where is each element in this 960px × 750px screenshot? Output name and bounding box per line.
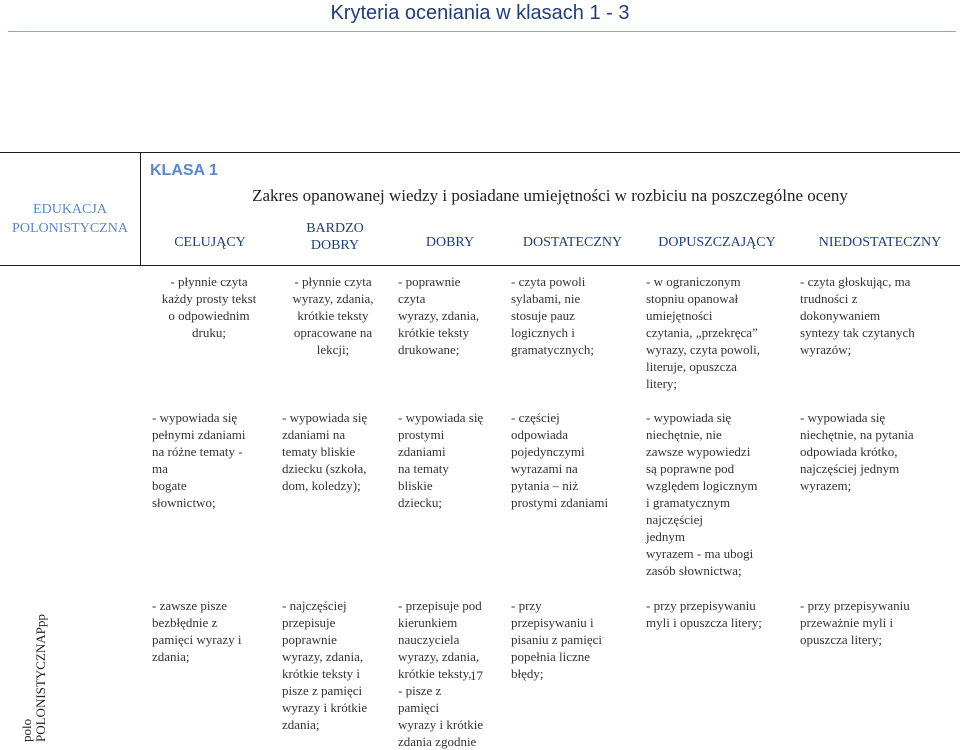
cell-r2-bardzo-dobry: - wypowiada się zdaniami na tematy bliskie dziecku (szkoła, dom, koledzy); [282, 410, 368, 493]
scope-heading: Zakres opanowanej wiedzy i posiadane umiejętności w rozbiciu na poszczególne oceny [252, 186, 848, 205]
cell-r1-dostateczny: - czyta powoli sylabami, nie stosuje pauz logicznych i gramatycznych; [511, 274, 595, 357]
cell-r2-dostateczny: - częściej odpowiada pojedynczymi wyrazami na pytania – niż prostymi zdaniami [511, 410, 609, 510]
cell-r2-niedostateczny: - wypowiada się niechętnie, na pytania odpowiada krótko, najczęściej jednym wyrazem; [800, 410, 914, 493]
cell-r1-bardzo-dobry: - płynnie czyta wyrazy, zdania, krótkie teksty opracowane na lekcji; [292, 274, 374, 357]
cell-r3-bardzo-dobry: - najczęściej przepisuje poprawnie wyrazy, zdania, krótkie teksty i pisze z pamięci wyrazy i krótkie zdania; [282, 598, 368, 732]
page-number: 17 [470, 668, 483, 683]
table-top-border [0, 152, 960, 153]
side-label: polo POLONISTYCZNAPpp [19, 614, 48, 742]
cell-r2-dobry: - wypowiada się prostymi zdaniami na tematy bliskie dziecku; [398, 410, 484, 510]
cell-r3-dopuszczajacy: - przy przepisywaniu myli i opuszcza litery; [646, 598, 762, 630]
cell-r1-dobry: - poprawnie czyta wyrazy, zdania, krótkie teksty drukowane; [398, 274, 480, 357]
class-label: KLASA 1 [150, 162, 218, 179]
grade-header-celujacy: CELUJĄCY [174, 235, 246, 250]
table-header-bottom-border [0, 265, 960, 266]
cell-r1-celujacy: - płynnie czyta każdy prosty tekst o odpowiednim druku; [161, 274, 257, 340]
cell-r3-niedostateczny: - przy przepisywaniu przeważnie myli i opuszcza litery; [800, 598, 910, 647]
cell-r3-dobry: - przepisuje pod kierunkiem nauczyciela wyrazy, zdania, krótkie teksty, - pisze z pamięci wyrazy i krótkie zdania zgodnie [398, 598, 484, 749]
grade-header-dostateczny: DOSTATECZNY [522, 235, 623, 250]
title-underline [8, 31, 956, 32]
page-title: Kryteria oceniania w klasach 1 - 3 [330, 2, 630, 24]
cell-r2-dopuszczajacy: - wypowiada się niechętnie, nie zawsze wypowiedzi są poprawne pod względem logicznym i gramatycznym najczęściej jednym wyrazem - ma ubogi zasób słownictwa; [646, 410, 758, 578]
grade-header-dopuszczajacy: DOPUSZCZAJĄCY [658, 235, 776, 250]
cell-r1-dopuszczajacy: - w ograniczonym stopniu opanował umiejętności czytania, „przekręca” wyrazy, czyta powoli, literuje, opuszcza litery; [646, 274, 760, 391]
grade-header-bardzo-dobry: BARDZO DOBRY [306, 221, 364, 253]
subject-label: EDUKACJA POLONISTYCZNA [12, 202, 128, 236]
cell-r3-dostateczny: - przy przepisywaniu i pisaniu z pamięci popełnia liczne błędy; [511, 598, 602, 681]
cell-r3-celujacy: - zawsze pisze bezbłędnie z pamięci wyrazy i zdania; [152, 598, 242, 664]
cell-r1-niedostateczny: - czyta głoskując, ma trudności z dokonywaniem syntezy tak czytanych wyrazów; [800, 274, 915, 357]
grade-header-dobry: DOBRY [425, 235, 475, 250]
cell-r2-celujacy: - wypowiada się pełnymi zdaniami na różne tematy - ma bogate słownictwo; [152, 410, 246, 510]
subject-column-divider [140, 152, 141, 266]
grade-header-niedostateczny: NIEDOSTATECZNY [818, 235, 942, 250]
